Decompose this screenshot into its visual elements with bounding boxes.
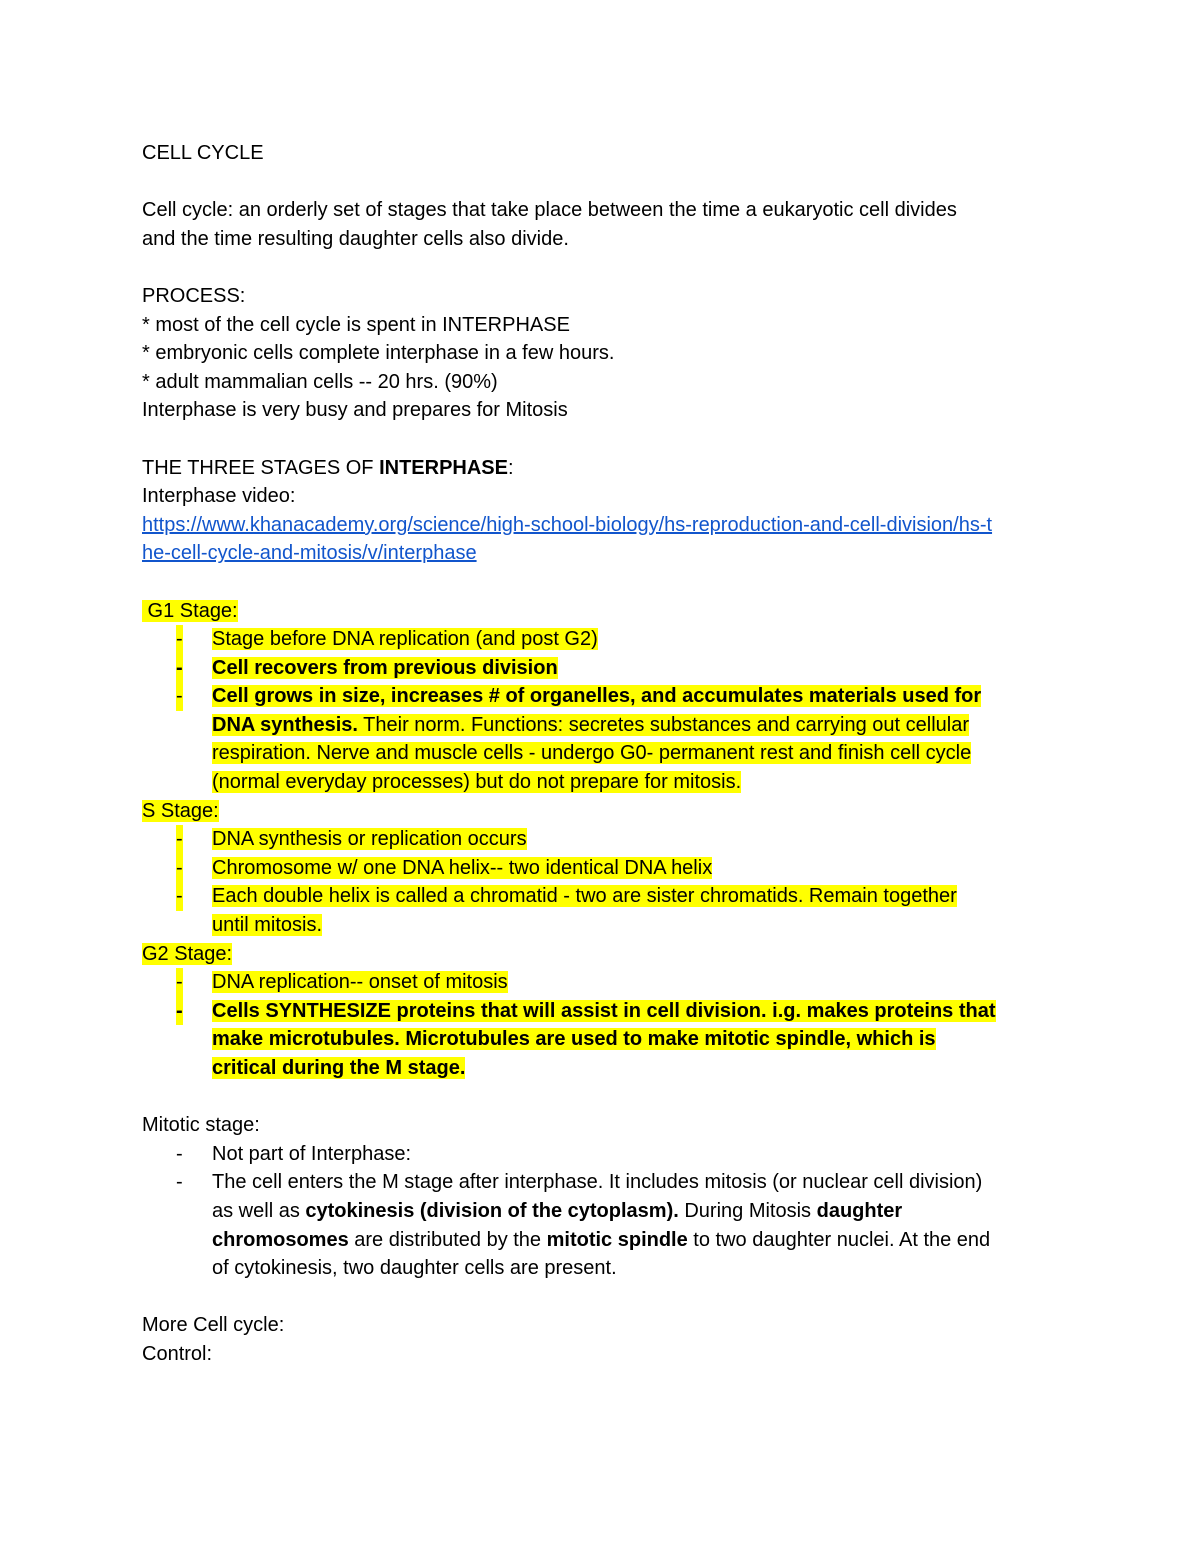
control-heading: Control:	[142, 1342, 213, 1365]
mitotic-item-2-cont: of cytokinesis, two daughter cells are present.	[212, 1257, 617, 1280]
s-item-2: - Chromosome w/ one DNA helix-- two identical DNA helix	[142, 854, 1062, 883]
g2-item-2-cont: make microtubules. Microtubules are used to make mitotic spindle, which is	[212, 1028, 936, 1051]
g1-heading: G1 Stage:	[142, 599, 238, 622]
g1-item-3-cont: DNA synthesis. Their norm. Functions: secretes substances and carrying out cellular	[212, 713, 969, 736]
g2-item-2: - Cells SYNTHESIZE proteins that will assist in cell division. i.g. makes proteins that	[142, 997, 1062, 1026]
g1-item-3-cont: respiration. Nerve and muscle cells - undergo G0- permanent rest and finish cell cycle	[212, 742, 972, 765]
more-cell-cycle-heading: More Cell cycle:	[142, 1314, 285, 1337]
g1-item-1: - Stage before DNA replication (and post G2)	[142, 625, 1062, 654]
interphase-video-link[interactable]: https://www.khanacademy.org/science/high-school-biology/hs-reproduction-and-cell-division/hs-t	[142, 513, 993, 536]
mitotic-heading: Mitotic stage:	[142, 1114, 260, 1137]
mitotic-item-2-cont: chromosomes are distributed by the mitotic spindle to two daughter nuclei. At the end	[212, 1228, 991, 1251]
s-item-1: - DNA synthesis or replication occurs	[142, 825, 1062, 854]
definition-line-2: and the time resulting daughter cells also divide.	[142, 227, 569, 250]
process-note: Interphase is very busy and prepares for Mitosis	[142, 399, 568, 422]
s-heading: S Stage:	[142, 799, 219, 822]
definition-line-1: Cell cycle: an orderly set of stages that take place between the time a eukaryotic cell divides	[142, 199, 957, 222]
s-item-3: - Each double helix is called a chromatid - two are sister chromatids. Remain together	[142, 882, 1062, 911]
mitotic-item-1: - Not part of Interphase:	[176, 1142, 412, 1165]
interphase-video-label: Interphase video:	[142, 485, 296, 508]
process-bullet-3: * adult mammalian cells -- 20 hrs. (90%)	[142, 370, 498, 393]
g1-item-2: - Cell recovers from previous division	[142, 654, 1062, 683]
process-heading: PROCESS:	[142, 284, 246, 307]
document-body	[142, 139, 1062, 1369]
g2-item-2-cont: critical during the M stage.	[212, 1057, 466, 1079]
g2-item-1: - DNA replication-- onset of mitosis	[142, 968, 1062, 997]
interphase-video-link-cont[interactable]: he-cell-cycle-and-mitosis/v/interphase	[142, 542, 477, 565]
mitotic-item-2: - The cell enters the M stage after interphase. It includes mitosis (or nuclear cell division)	[176, 1171, 983, 1194]
document-title: CELL CYCLE	[142, 142, 264, 164]
process-bullet-1: * most of the cell cycle is spent in INTERPHASE	[142, 313, 570, 336]
g1-item-3-cont: (normal everyday processes) but do not prepare for mitosis.	[212, 771, 742, 794]
s-item-3-cont: until mitosis.	[212, 914, 323, 937]
mitotic-item-2-cont: as well as cytokinesis (division of the cytoplasm). During Mitosis daughter	[212, 1199, 903, 1222]
process-bullet-2: * embryonic cells complete interphase in a few hours.	[142, 342, 615, 365]
interphase-heading: THE THREE STAGES OF INTERPHASE:	[142, 456, 514, 479]
g2-heading: G2 Stage:	[142, 942, 233, 965]
g1-item-3: - Cell grows in size, increases # of organelles, and accumulates materials used for	[142, 682, 1062, 711]
